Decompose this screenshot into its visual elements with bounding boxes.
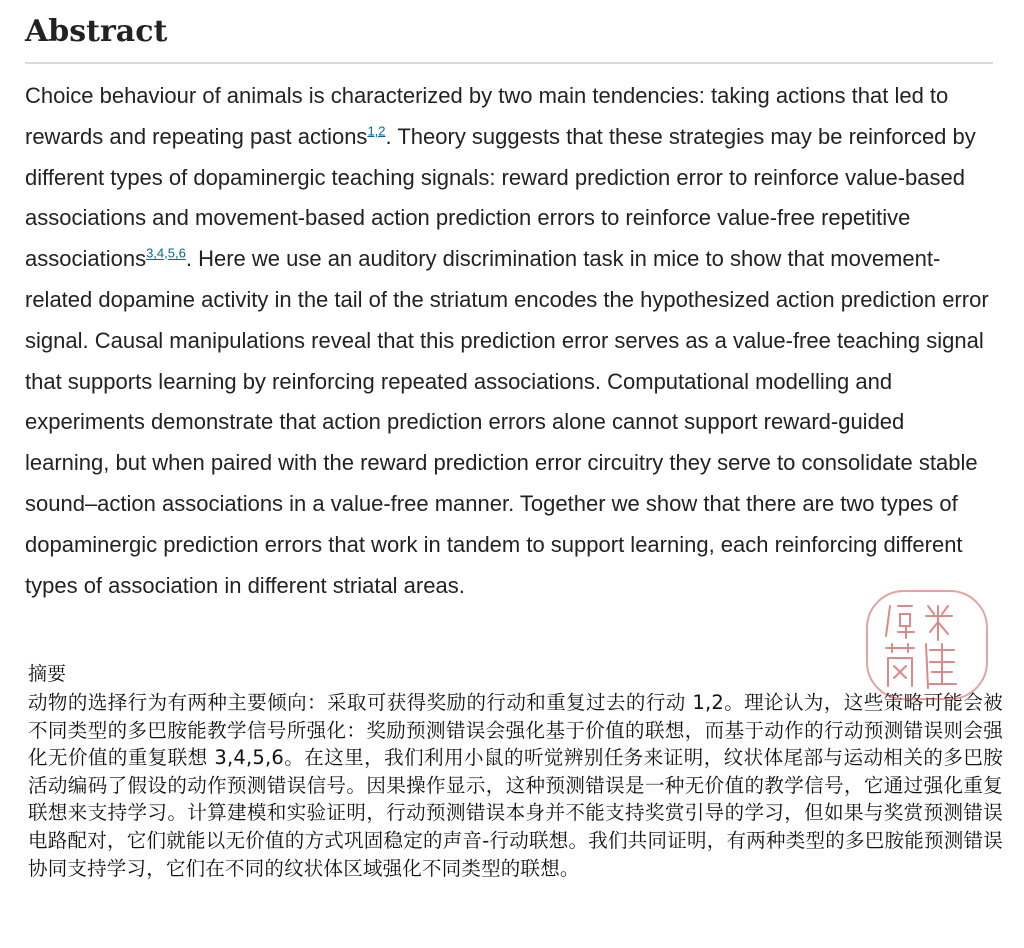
abstract-heading: Abstract	[25, 14, 168, 49]
citation-link-5-6[interactable]: 5,6	[167, 245, 186, 261]
seal-stamp	[866, 590, 988, 700]
citation-separator: ,	[164, 245, 168, 261]
heading-divider	[25, 62, 993, 64]
abstract-text-part-2: . Theory suggests that these strategies may be reinforced by different types of dopaminergic teaching signals: reward prediction error to reinforce value-based associations and movement-based action prediction errors to reinforce value-free repetitive associations	[25, 123, 976, 272]
abstract-paragraph	[25, 76, 993, 606]
translation-body: 动物的选择行为有两种主要倾向：采取可获得奖励的行动和重复过去的行动 1,2。理论认为，这些策略可能会被不同类型的多巴胺能教学信号所强化：奖励预测错误会强化基于价值的联想，而基于动作的行动预测错误则会强化无价值的重复联想 3,4,5,6。在这里，我们利用小鼠的听觉辨别任务来证明，纹状体尾部与运动相关的多巴胺活动编码了假设的动作预测错误信号。因果操作显示，这种预测错误是一种无价值的教学信号，它通过强化重复联想来支持学习。计算建模和实验证明，行动预测错误本身并不能支持奖赏引导的学习，但如果与奖赏预测错误电路配对，它们就能以无价值的方式巩固稳定的声音-行动联想。我们共同证明，有两种类型的多巴胺能预测错误协同支持学习，它们在不同的纹状体区域强化不同类型的联想。	[28, 691, 1003, 880]
abstract-text-part-3: . Here we use an auditory discrimination task in mice to show that movement-related dopamine activity in the tail of the striatum encodes the hypothesized action prediction error signal. Causal manipulations reveal that this prediction error serves as a value-free teaching signal that supports learning by reinforcing repeated associations. Computational modelling and experiments demonstrate that action prediction errors alone cannot support reward-guided learning, but when paired with the reward prediction error circuitry they serve to consolidate stable sound–action associations in a value-free manner. Together we show that there are two types of dopaminergic prediction errors that work in tandem to support learning, each reinforcing different types of association in different striatal areas.	[25, 246, 989, 598]
translation-title: 摘要	[28, 663, 67, 685]
citation-link-3-4[interactable]: 3,4	[146, 245, 165, 261]
abstract-text-part-1: Choice behaviour of animals is characterized by two main tendencies: taking actions that led to rewards and repeating past actions	[25, 83, 949, 149]
seal-glyphs-icon	[868, 592, 986, 698]
citation-link-1-2[interactable]: 1,2	[367, 123, 386, 139]
